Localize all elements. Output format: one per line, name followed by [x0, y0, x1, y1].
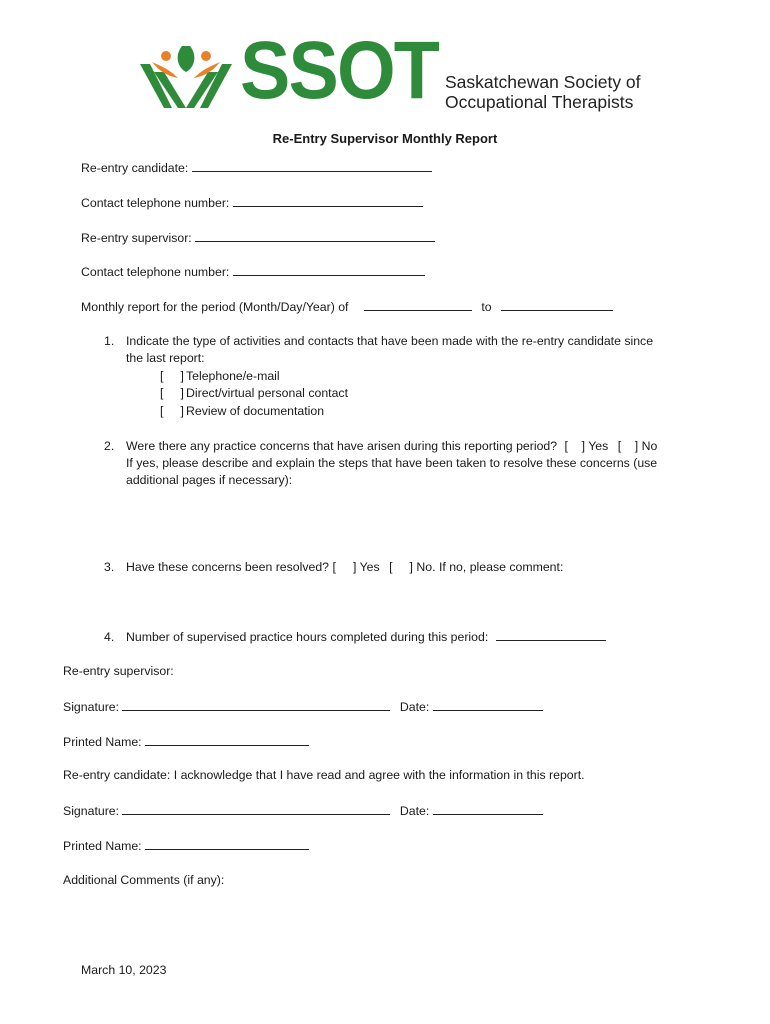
q3-no-checkbox[interactable]: [ ]	[389, 560, 413, 574]
supervisor-date-field[interactable]	[433, 699, 543, 711]
candidate-signature-label: Signature:	[63, 804, 120, 818]
supervisor-printed-name-field[interactable]	[145, 734, 309, 746]
period-row	[81, 299, 613, 314]
supervisor-label: Re-entry supervisor:	[81, 231, 192, 245]
period-start-field[interactable]	[364, 299, 472, 311]
q4-hours-field[interactable]	[496, 629, 606, 641]
candidate-label: Re-entry candidate:	[81, 161, 189, 175]
candidate-phone-label: Contact telephone number:	[81, 196, 230, 210]
q2-yes-checkbox[interactable]: [ ]	[564, 439, 586, 453]
supervisor-phone-label: Contact telephone number:	[81, 265, 230, 279]
supervisor-printed-name-row	[63, 734, 309, 749]
q3-line	[104, 560, 563, 574]
additional-comments-label: Additional Comments (if any):	[63, 873, 225, 887]
q2-text: Were there any practice concerns that have arisen during this reporting period?	[126, 439, 558, 453]
q3-yes-checkbox[interactable]: [ ]	[332, 560, 357, 574]
q2-line3: additional pages if necessary):	[126, 473, 293, 487]
period-end-field[interactable]	[501, 299, 613, 311]
org-name-line2: Occupational Therapists	[445, 92, 634, 112]
supervisor-phone-field[interactable]	[233, 264, 425, 276]
footer-date: March 10, 2023	[81, 963, 167, 977]
q2-number: 2.	[104, 439, 115, 453]
candidate-printed-name-row	[63, 838, 309, 853]
q3-no-label: No. If no, please comment:	[416, 560, 564, 574]
q1-number: 1.	[104, 334, 115, 348]
candidate-row	[81, 160, 432, 175]
candidate-date-label: Date:	[399, 804, 430, 818]
candidate-section-heading: Re-entry candidate: I acknowledge that I have read and agree with the information in this report.	[63, 768, 585, 782]
q3-text: Have these concerns been resolved?	[126, 560, 330, 574]
supervisor-phone-row	[81, 264, 425, 279]
supervisor-field[interactable]	[195, 230, 435, 242]
q1-line2: the last report:	[126, 351, 205, 365]
page-title: Re-Entry Supervisor Monthly Report	[272, 131, 498, 146]
period-label: Monthly report for the period (Month/Day/Year) of	[81, 300, 349, 314]
org-name-line1: Saskatchewan Society of	[445, 72, 641, 92]
candidate-phone-row	[81, 195, 423, 210]
q2-no-checkbox[interactable]: [ ]	[617, 439, 639, 453]
checkbox[interactable]: [ ]	[160, 386, 184, 400]
q2-line2: If yes, please describe and explain the steps that have been taken to resolve these concerns (use	[126, 456, 658, 470]
q2-no-label: No	[641, 439, 658, 453]
q1-option-label: Review of documentation	[186, 404, 325, 418]
q3-number: 3.	[104, 560, 115, 574]
candidate-phone-field[interactable]	[233, 195, 423, 207]
supervisor-signature-label: Signature:	[63, 700, 120, 714]
q4-text: Number of supervised practice hours completed during this period:	[126, 630, 489, 644]
q4-number: 4.	[104, 630, 115, 644]
supervisor-date-label: Date:	[399, 700, 430, 714]
q4-line	[104, 629, 606, 644]
ssot-logo-icon	[138, 42, 234, 112]
candidate-printed-name-label: Printed Name:	[63, 839, 142, 853]
q1-line1	[104, 334, 653, 348]
checkbox[interactable]: [ ]	[160, 369, 184, 383]
candidate-date-field[interactable]	[433, 803, 543, 815]
q1-option-label: Telephone/e-mail	[186, 369, 280, 383]
candidate-printed-name-field[interactable]	[145, 838, 309, 850]
supervisor-printed-name-label: Printed Name:	[63, 735, 142, 749]
q1-option-label: Direct/virtual personal contact	[186, 386, 348, 400]
supervisor-signature-field[interactable]	[122, 699, 390, 711]
q3-yes-label: Yes	[359, 560, 380, 574]
supervisor-signature-row	[63, 699, 543, 714]
q2-yes-label: Yes	[588, 439, 609, 453]
q1-option-1[interactable]	[160, 369, 280, 383]
q1-option-3[interactable]	[160, 404, 324, 418]
brand-wordmark: SSOT	[240, 25, 439, 116]
period-to-label: to	[481, 300, 492, 314]
candidate-field[interactable]	[192, 160, 432, 172]
checkbox[interactable]: [ ]	[160, 404, 184, 418]
q2-line1	[104, 439, 657, 453]
supervisor-row	[81, 230, 435, 245]
candidate-signature-row	[63, 803, 543, 818]
q1-text: Indicate the type of activities and contacts that have been made with the re-entry candidate since	[126, 334, 654, 348]
candidate-signature-field[interactable]	[122, 803, 390, 815]
q1-option-2[interactable]	[160, 386, 348, 400]
supervisor-section-heading: Re-entry supervisor:	[63, 664, 174, 678]
